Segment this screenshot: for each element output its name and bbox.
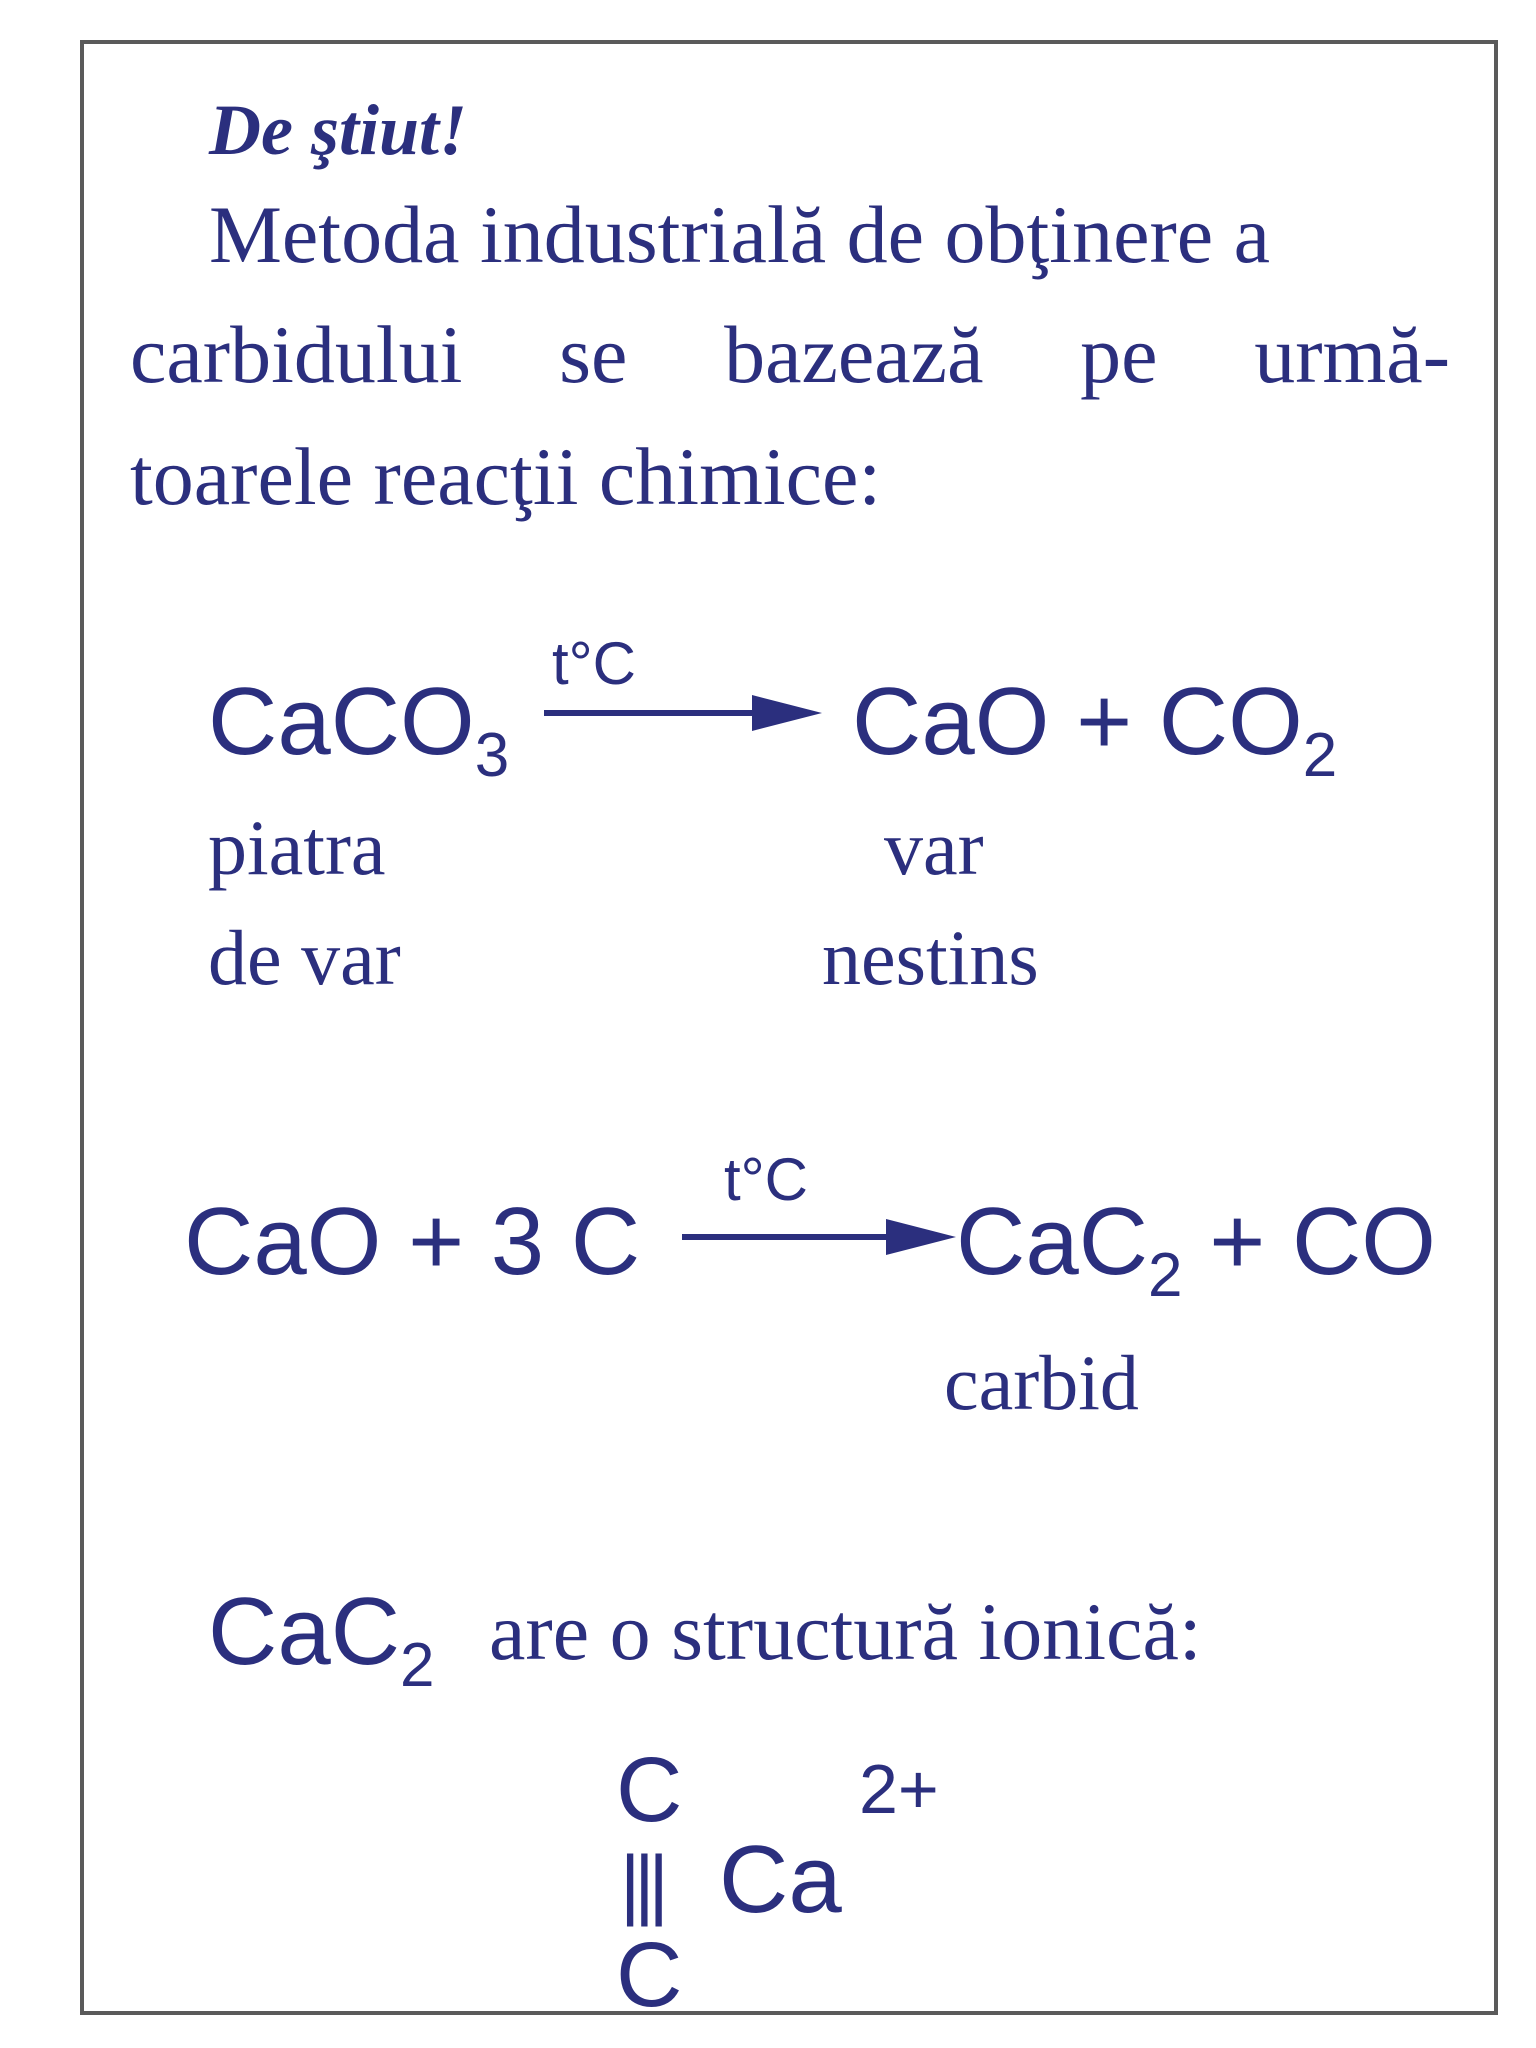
info-box [80,40,1498,2026]
reaction2-products: CaC$_2$ + CO [956,1188,1436,1310]
reaction2-product1: CaC$_2$ [956,1188,1183,1310]
cation-charge: 2+ [859,1750,939,1828]
reaction1-products [852,668,1338,790]
reaction1-product-label-2: nestins [822,914,1039,1001]
reaction2-condition: t°C [724,1146,808,1213]
reaction1-reactant-label-2: de var [208,914,401,1001]
reaction2-arrow-shaft [682,1234,892,1240]
structure-formula: CaC$_2$ [208,1578,435,1700]
reaction1-product-label-1: var [884,804,984,891]
carbon-atom-bottom: C [616,1924,683,2026]
reaction2-reactants: CaO + 3 C [184,1188,641,1295]
reaction1-reactant: CaCO$_3$ [208,668,510,790]
paragraph-line-3: toarele reacţii chimice: [130,431,882,522]
reaction1-reactant-label-1: piatra [208,804,386,891]
reaction1-product2: $CO_2$ [1158,668,1338,790]
reaction1-plus: + [1076,668,1133,775]
paragraph-line-1: Metoda industrială de obţinere a [209,189,1271,280]
paragraph-line-2: carbidului se bazează pe urmă- [130,309,1450,400]
reaction1-product1: CaO [852,668,1050,775]
reaction2-arrow-head [886,1219,956,1255]
structure-statement: are o structură ionică: [489,1586,1202,1677]
reaction2-product-label: carbid [944,1339,1139,1426]
carbon-atom-top: C [616,1739,683,1841]
reaction1-arrow-shaft [544,710,754,716]
reaction1-condition: t°C [552,630,636,697]
box-heading: De ştiut! [209,90,468,170]
calcium-cation: Ca [719,1826,842,1933]
triple-bond: ||| [620,1839,663,1927]
reaction1-arrow-head [752,695,822,731]
